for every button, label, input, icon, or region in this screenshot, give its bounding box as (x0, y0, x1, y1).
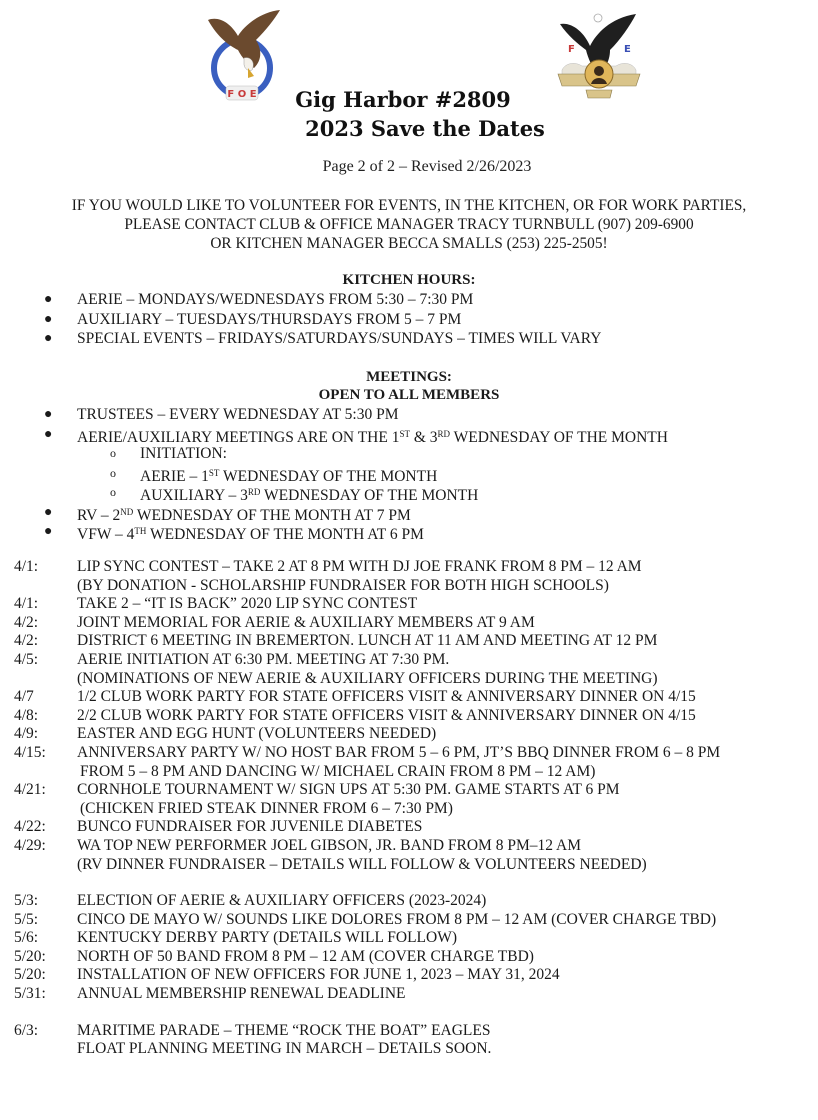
event-date: 5/3: (14, 892, 39, 910)
event-row (0, 929, 818, 948)
event-row (0, 985, 818, 1004)
list-item: o INITIATION: (110, 445, 227, 462)
meetings-heading: MEETINGS: (366, 369, 452, 385)
event-date: 4/15: (14, 743, 46, 761)
bullet-icon: ● (44, 407, 53, 422)
event-description: WA TOP NEW PERFORMER JOEL GIBSON, JR. BAND FROM 8 PM–12 AM (77, 836, 581, 854)
event-row (0, 966, 818, 985)
event-row (0, 725, 818, 744)
volunteer-notice (4, 196, 814, 253)
event-description: BUNCO FUNDRAISER FOR JUVENILE DIABETES (77, 818, 423, 836)
event-date: 4/7 (14, 688, 34, 706)
event-description: MARITIME PARADE – THEME “ROCK THE BOAT” EAGLES (77, 1021, 491, 1039)
event-description: (RV DINNER FUNDRAISER – DETAILS WILL FOLLOW & VOLUNTEERS NEEDED) (77, 855, 647, 873)
volunteer-line: PLEASE CONTACT CLUB & OFFICE MANAGER TRACY TURNBULL (907) 209-6900 (124, 216, 694, 233)
list-item: ● TRUSTEES – EVERY WEDNESDAY AT 5:30 PM (44, 406, 399, 423)
event-row (0, 558, 818, 577)
event-date: 5/31: (14, 985, 46, 1003)
event-row (0, 632, 818, 651)
event-description: FLOAT PLANNING MEETING IN MARCH – DETAILS SOON. (77, 1040, 492, 1058)
event-row-continuation (0, 800, 818, 819)
events-list (0, 558, 818, 1059)
event-description: 2/2 CLUB WORK PARTY FOR STATE OFFICERS VISIT & ANNIVERSARY DINNER ON 4/15 (77, 706, 696, 724)
event-date: 4/1: (14, 558, 39, 575)
event-description: 1/2 CLUB WORK PARTY FOR STATE OFFICERS VISIT & ANNIVERSARY DINNER ON 4/15 (77, 688, 696, 706)
event-description: EASTER AND EGG HUNT (VOLUNTEERS NEEDED) (77, 725, 437, 743)
list-item: ● VFW – 4TH WEDNESDAY OF THE MONTH AT 6 PM (44, 524, 424, 543)
event-date: 4/21: (14, 781, 46, 799)
registered-mark-icon (594, 14, 602, 22)
event-row (0, 892, 818, 911)
event-description: CINCO DE MAYO W/ SOUNDS LIKE DOLORES FROM 8 PM – 12 AM (COVER CHARGE TBD) (77, 910, 717, 928)
event-description: KENTUCKY DERBY PARTY (DETAILS WILL FOLLOW) (77, 929, 457, 947)
letter-f: F (568, 44, 575, 55)
event-date: 4/8: (14, 706, 39, 724)
page-title: Gig Harbor #2809 (295, 87, 511, 112)
event-description: DISTRICT 6 MEETING IN BREMERTON. LUNCH AT 11 AM AND MEETING AT 12 PM (77, 632, 658, 650)
list-item: ● RV – 2ND WEDNESDAY OF THE MONTH AT 7 PM (44, 504, 411, 524)
list-item: ● AERIE/AUXILIARY MEETINGS ARE ON THE 1ST & 3RD WEDNESDAY OF THE MONTH (44, 426, 668, 446)
event-date: 4/1: (14, 595, 39, 613)
event-description: ELECTION OF AERIE & AUXILIARY OFFICERS (2023-2024) (77, 892, 487, 910)
event-description: FROM 5 – 8 PM AND DANCING W/ MICHAEL CRAIN FROM 8 PM – 12 AM) (80, 762, 596, 780)
bullet-icon: ● (44, 504, 53, 520)
hollow-bullet-icon: o (110, 446, 116, 460)
kitchen-hours-heading: KITCHEN HOURS: (342, 272, 476, 288)
spacer (0, 874, 818, 892)
volunteer-line: OR KITCHEN MANAGER BECCA SMALLS (253) 225-2505! (210, 235, 608, 252)
foe-letters: F O E (227, 89, 257, 100)
event-row (0, 707, 818, 726)
event-row (0, 744, 818, 763)
meetings-subheading: OPEN TO ALL MEMBERS (318, 387, 500, 403)
event-row (0, 837, 818, 856)
kitchen-hours-list (0, 290, 818, 349)
event-row (0, 781, 818, 800)
event-row (0, 614, 818, 633)
event-row (0, 818, 818, 837)
event-description: LIP SYNC CONTEST – TAKE 2 AT 8 PM WITH DJ JOE FRANK FROM 8 PM – 12 AM (77, 558, 642, 575)
event-date: 5/5: (14, 910, 39, 928)
event-row-continuation (0, 577, 818, 596)
event-row (0, 651, 818, 670)
event-date: 5/20: (14, 966, 46, 984)
event-date: 4/22: (14, 818, 46, 836)
hollow-bullet-icon: o (110, 485, 116, 499)
hollow-bullet-icon: o (110, 465, 116, 480)
event-description: AERIE INITIATION AT 6:30 PM. MEETING AT 7:30 PM. (77, 650, 450, 668)
event-date: 4/2: (14, 613, 39, 631)
meetings-list (0, 405, 818, 542)
event-description: INSTALLATION OF NEW OFFICERS FOR JUNE 1, 2023 – MAY 31, 2024 (77, 966, 560, 984)
event-description: ANNUAL MEMBERSHIP RENEWAL DEADLINE (77, 985, 406, 1003)
event-row (0, 911, 818, 930)
event-date: 5/20: (14, 947, 46, 965)
page-revision-note: Page 2 of 2 – Revised 2/26/2023 (322, 158, 532, 175)
list-item: ● AUXILIARY – TUESDAYS/THURSDAYS FROM 5 – 7 PM (44, 310, 462, 328)
event-date: 4/2: (14, 632, 39, 650)
event-row-continuation (0, 856, 818, 875)
list-item: o AUXILIARY – 3RD WEDNESDAY OF THE MONTH (110, 485, 479, 504)
event-description: TAKE 2 – “IT IS BACK” 2020 LIP SYNC CONTEST (77, 595, 418, 613)
event-description: (NOMINATIONS OF NEW AERIE & AUXILIARY OFFICERS DURING THE MEETING) (77, 669, 658, 687)
bullet-icon: ● (44, 331, 53, 346)
spacer (0, 1004, 818, 1022)
bullet-icon: ● (44, 292, 53, 307)
event-description: (CHICKEN FRIED STEAK DINNER FROM 6 – 7:30 PM) (80, 799, 453, 817)
event-date: 4/29: (14, 836, 46, 854)
event-row-continuation (0, 670, 818, 689)
volunteer-line: IF YOU WOULD LIKE TO VOLUNTEER FOR EVENTS, IN THE KITCHEN, OR FOR WORK PARTIES, (71, 197, 747, 214)
event-row-continuation (0, 763, 818, 782)
event-row (0, 948, 818, 967)
event-date: 5/6: (14, 929, 39, 947)
event-row (0, 688, 818, 707)
event-date: 4/5: (14, 650, 39, 668)
page-subtitle-title: 2023 Save the Dates (305, 116, 545, 141)
event-row-continuation (0, 1040, 818, 1059)
list-item: ● AERIE – MONDAYS/WEDNESDAYS FROM 5:30 – 7:30 PM (44, 291, 474, 308)
event-date: 6/3: (14, 1021, 39, 1039)
event-description: NORTH OF 50 BAND FROM 8 PM – 12 AM (COVER CHARGE TBD) (77, 947, 534, 965)
event-date: 4/9: (14, 725, 39, 743)
bullet-icon: ● (44, 524, 53, 539)
letter-e: E (624, 44, 631, 55)
list-item: ● SPECIAL EVENTS – FRIDAYS/SATURDAYS/SUNDAYS – TIMES WILL VARY (44, 330, 602, 347)
bullet-icon: ● (44, 426, 53, 442)
event-description: JOINT MEMORIAL FOR AERIE & AUXILIARY MEMBERS AT 9 AM (77, 613, 535, 631)
list-item: o AERIE – 1ST WEDNESDAY OF THE MONTH (110, 465, 438, 485)
event-description: ANNIVERSARY PARTY W/ NO HOST BAR FROM 5 – 6 PM, JT’S BBQ DINNER FROM 6 – 8 PM (77, 743, 721, 761)
event-row (0, 595, 818, 614)
event-description: CORNHOLE TOURNAMENT W/ SIGN UPS AT 5:30 PM. GAME STARTS AT 6 PM (77, 781, 620, 799)
bullet-icon: ● (44, 311, 53, 327)
event-description: (BY DONATION - SCHOLARSHIP FUNDRAISER FOR BOTH HIGH SCHOOLS) (77, 576, 609, 594)
event-row (0, 1022, 818, 1041)
